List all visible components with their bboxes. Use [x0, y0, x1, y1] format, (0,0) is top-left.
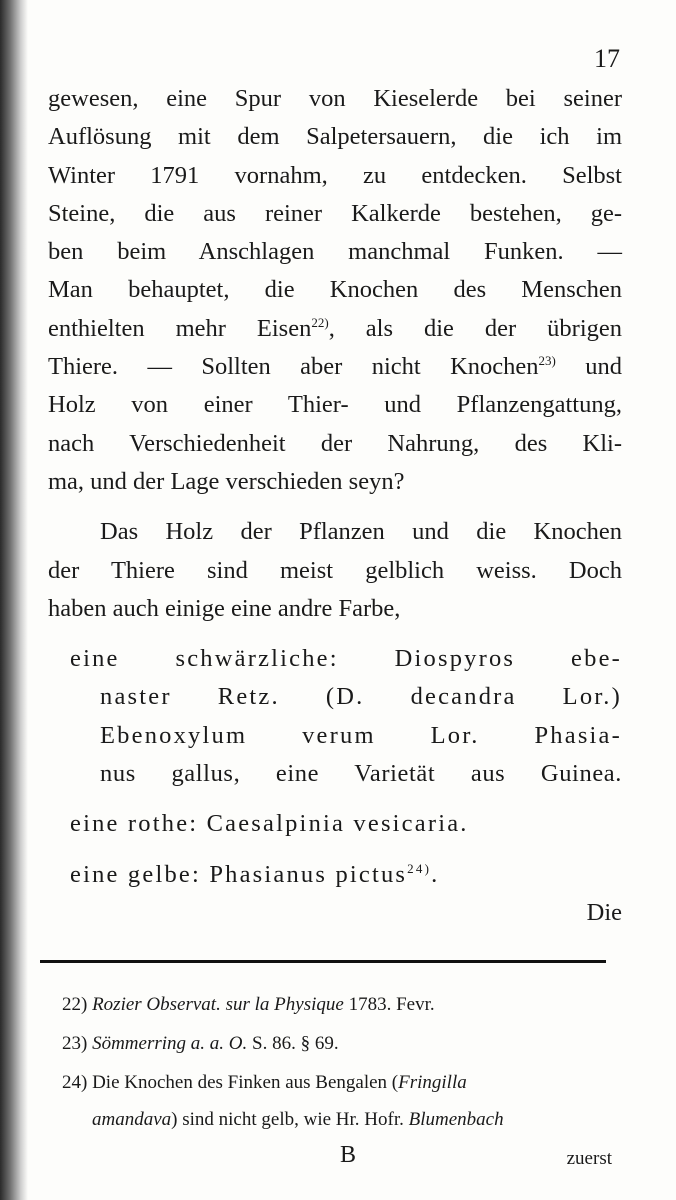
footnote-catchword: zuerst	[566, 1148, 612, 1169]
text-line: Das Holz der Pflanzen und die Knochen	[100, 518, 622, 546]
text-line: Winter 1791 vornahm, zu entdecken. Selbst	[48, 161, 622, 189]
footnote-source: Rozier Observat. sur la Physique	[92, 994, 344, 1015]
text-segment: Thiere. — Sollten aber nicht Knochen	[48, 353, 539, 381]
binding-shadow	[0, 0, 28, 1200]
text-segment: .	[431, 860, 440, 888]
footnote-23	[62, 1024, 610, 1063]
text-segment: eine gelbe: Phasianus pictus	[70, 860, 408, 888]
footnotes	[62, 985, 610, 1138]
text-line: Man behauptet, die Knochen des Menschen	[48, 276, 622, 304]
text-line: ben beim Anschlagen manchmal Funken. —	[48, 238, 622, 266]
text-line	[48, 348, 622, 386]
body-text	[48, 80, 622, 932]
footnote-date: 1783. Fevr.	[348, 994, 435, 1015]
text-line: Holz von einer Thier- und Pflanzengattung,	[48, 391, 622, 419]
page-number: 17	[594, 44, 620, 73]
text-line: gewesen, eine Spur von Kieselerde bei seiner	[48, 85, 622, 112]
footnote-author: Blumenbach	[408, 1109, 504, 1130]
footnote-mark: 22)	[62, 994, 88, 1015]
footnote-ref: S. 86. § 69.	[252, 1033, 339, 1054]
text-line	[48, 310, 622, 348]
text-line: ma, und der Lage verschieden seyn?	[48, 467, 405, 495]
footnote-24	[62, 1063, 610, 1102]
footnote-species: Fringilla	[398, 1072, 467, 1093]
text-line: Auflösung mit dem Salpetersauern, die ich im	[48, 123, 622, 151]
catchword: Die	[586, 898, 622, 926]
list-line: nus gallus, eine Varietät aus Guinea.	[100, 760, 622, 788]
text-line: Steine, die aus reiner Kalkerde bestehen, ge-	[48, 199, 622, 227]
footnote-rule	[40, 960, 606, 963]
list-line	[48, 856, 622, 894]
text-segment: enthielten mehr Eisen	[48, 314, 312, 342]
text-line: nach Verschiedenheit der Nahrung, des Kli-	[48, 429, 622, 457]
footnote-text: Die Knochen des Finken aus Bengalen (	[92, 1072, 399, 1093]
text-line: haben auch einige eine andre Farbe,	[48, 594, 401, 622]
footnote-22	[62, 985, 610, 1024]
text-segment: , als die der übrigen	[328, 314, 622, 342]
footnote-ref-24: 24)	[407, 860, 432, 876]
footnote-mark: 23)	[62, 1033, 88, 1054]
signature-mark: B	[340, 1142, 357, 1168]
footnote-ref-22: 22)	[311, 314, 329, 330]
footnote-ref-23: 23)	[538, 352, 556, 368]
footnote-24-continued	[62, 1102, 610, 1138]
footnote-species: amandava	[92, 1109, 172, 1130]
list-line: eine schwärzliche: Diospyros ebe-	[70, 645, 622, 673]
text-segment: und	[555, 353, 622, 381]
footnote-source: Sömmerring a. a. O.	[92, 1033, 248, 1054]
list-line: naster Retz. (D. decandra Lor.)	[100, 683, 622, 711]
text-line: der Thiere sind meist gelblich weiss. Doch	[48, 556, 622, 584]
footnote-mark: 24)	[62, 1072, 88, 1093]
list-line: eine rothe: Caesalpinia vesicaria.	[70, 810, 469, 838]
list-line: Ebenoxylum verum Lor. Phasia-	[100, 721, 622, 749]
footnote-text: ) sind nicht gelb, wie Hr. Hofr.	[171, 1109, 404, 1130]
